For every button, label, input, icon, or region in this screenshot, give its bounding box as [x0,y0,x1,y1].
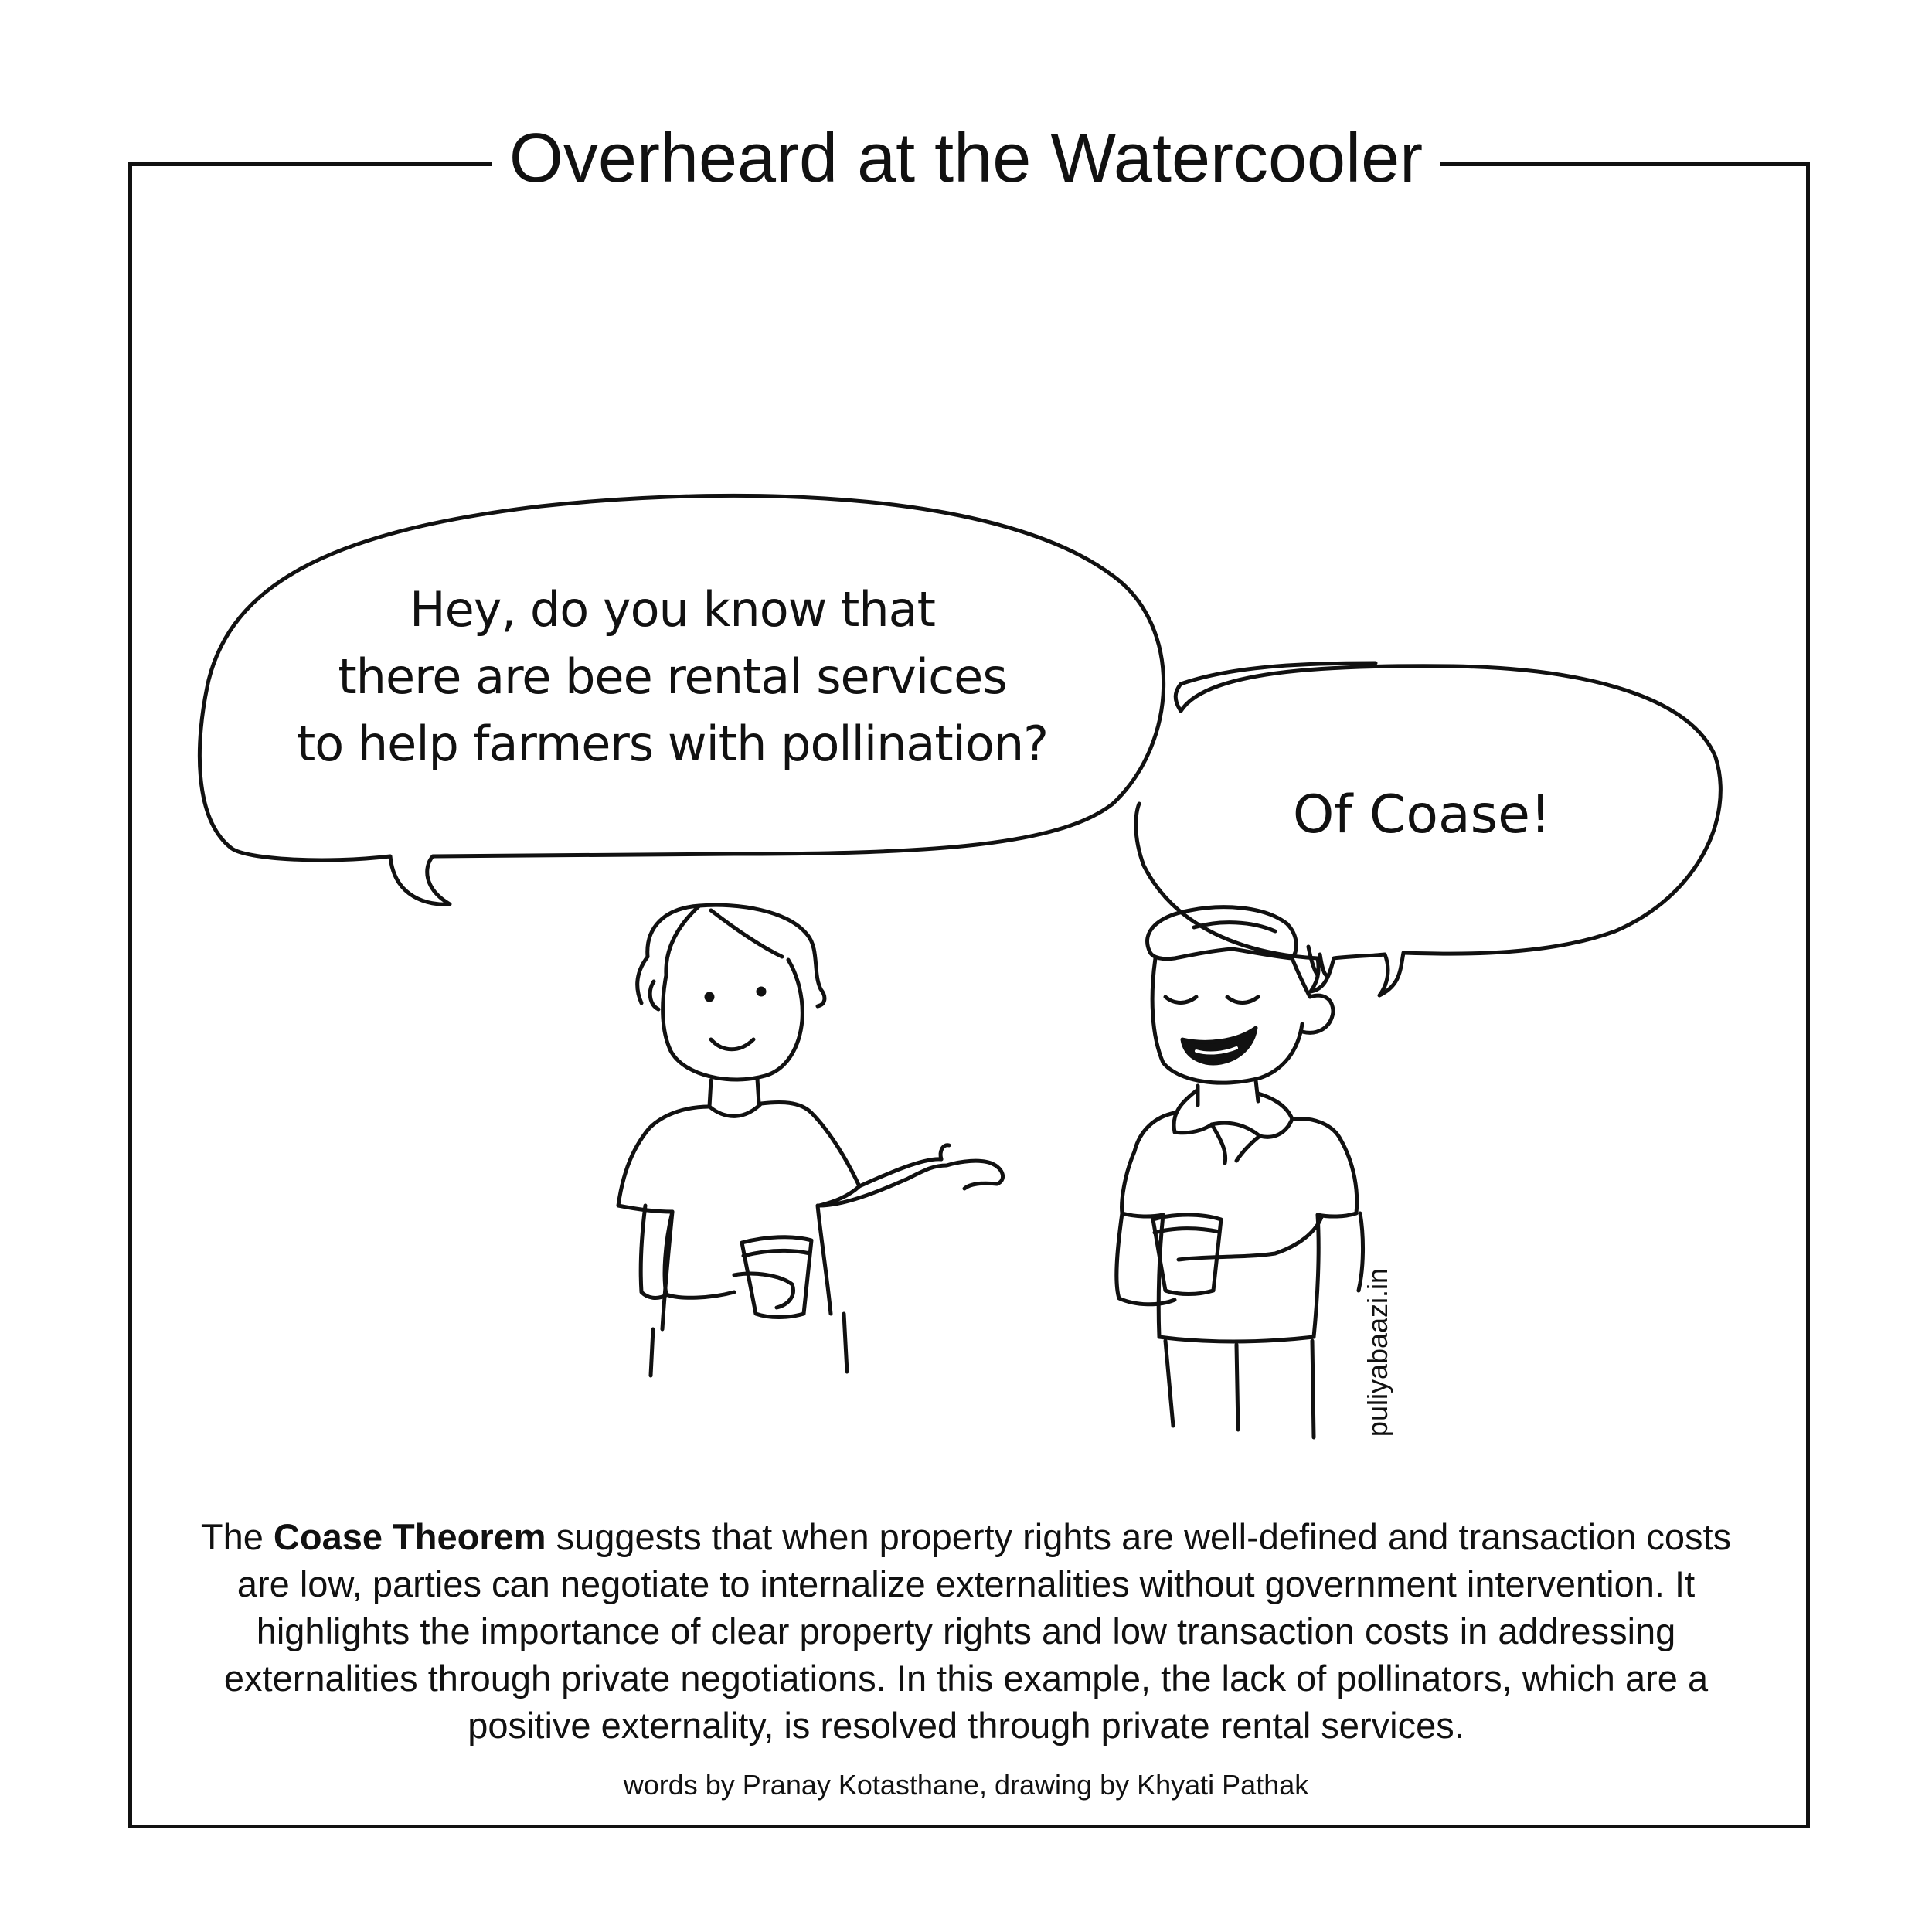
attribution: words by Pranay Kotasthane, drawing by Khyati Pathak [623,1769,1309,1801]
caption-term: Coase Theorem [273,1516,546,1557]
comic-title-text: Overheard at the Watercooler [492,120,1440,197]
caption-lead: The [200,1516,274,1557]
caption-body: suggests that when property rights are well-defined and transaction costs are low, parties can negotiate to internalize externalities without government intervention. It highlights the importance of clear property rights and low transaction costs in addressing externalities through private negotiations. In this example, the lack of pollinators, which are a positive externality, is resolved through private rental services. [223,1516,1732,1746]
speech-bubble-left-text [232,576,1113,777]
man-eye-left [1165,997,1196,1003]
man-shirt [1122,1113,1175,1216]
speech-left-line: Hey, do you know that [410,581,935,638]
character-woman [618,905,1003,1376]
woman-shirt [709,1102,859,1206]
speech-bubble-right-top [1175,663,1376,711]
woman-eye-left [706,994,713,1000]
speech-left-line: there are bee rental services [338,648,1007,705]
caption [170,1513,1762,1749]
site-credit-text: puliyabaazi.in [1362,1267,1393,1437]
character-man [1117,907,1363,1437]
woman-hair [648,905,825,1006]
woman-face [663,960,803,1080]
man-hair [1148,907,1297,959]
woman-eye-right [758,988,764,995]
speech-bubble-right-text: Of Coase! [1292,784,1552,845]
speech-left-line: to help farmers with pollination? [296,716,1049,772]
man-face [1152,958,1302,1083]
man-eye-right [1227,997,1258,1003]
